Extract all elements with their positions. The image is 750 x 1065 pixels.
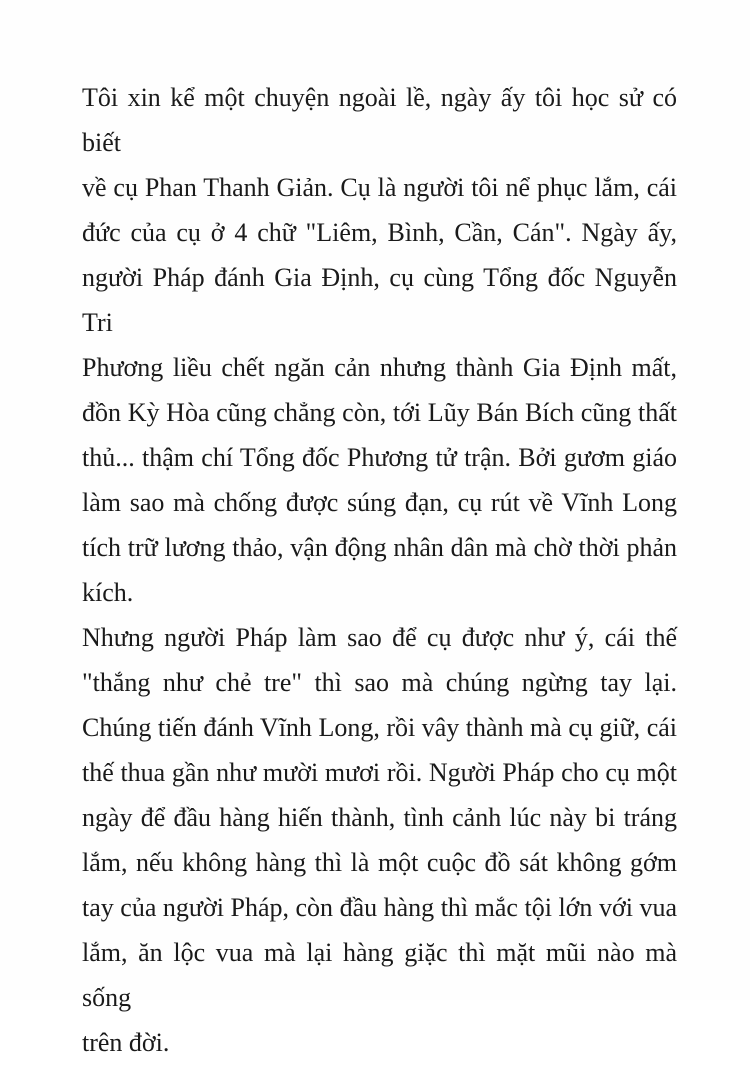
text-line: Chúng tiến đánh Vĩnh Long, rồi vây thành mà cụ giữ, cái: [82, 713, 677, 742]
text-line: người Pháp đánh Gia Định, cụ cùng Tổng đốc Nguyễn Tri: [82, 263, 677, 337]
text-line: đồn Kỳ Hòa cũng chẳng còn, tới Lũy Bán Bích cũng thất: [82, 398, 677, 427]
text-line: đức của cụ ở 4 chữ "Liêm, Bình, Cần, Cán". Ngày ấy,: [82, 218, 677, 247]
text-line: tay của người Pháp, còn đầu hàng thì mắc tội lớn với vua: [82, 893, 677, 922]
text-line: lắm, ăn lộc vua mà lại hàng giặc thì mặt mũi nào mà sống: [82, 938, 677, 1012]
text-line: tích trữ lương thảo, vận động nhân dân mà chờ thời phản: [82, 533, 677, 562]
text-line: lắm, nếu không hàng thì là một cuộc đồ sát không gớm: [82, 848, 677, 877]
text-line: thế thua gần như mười mươi rồi. Người Pháp cho cụ một: [82, 758, 677, 787]
text-line: thủ... thậm chí Tổng đốc Phương tử trận. Bởi gươm giáo: [82, 443, 677, 472]
text-line: làm sao mà chống được súng đạn, cụ rút về Vĩnh Long: [82, 488, 677, 517]
text-line: về cụ Phan Thanh Giản. Cụ là người tôi nể phục lắm, cái: [82, 173, 677, 202]
text-line: Phương liều chết ngăn cản nhưng thành Gia Định mất,: [82, 353, 677, 382]
text-block: [82, 75, 677, 1065]
text-line: Nhưng người Pháp làm sao để cụ được như ý, cái thế: [82, 623, 677, 652]
text-line: kích.: [82, 578, 134, 607]
text-line: ngày để đầu hàng hiến thành, tình cảnh lúc này bi tráng: [82, 803, 677, 832]
text-line: Tôi xin kể một chuyện ngoài lề, ngày ấy tôi học sử có biết: [82, 83, 677, 157]
text-line: "thắng như chẻ tre" thì sao mà chúng ngừng tay lại.: [82, 668, 677, 697]
text-line: trên đời.: [82, 1028, 170, 1057]
